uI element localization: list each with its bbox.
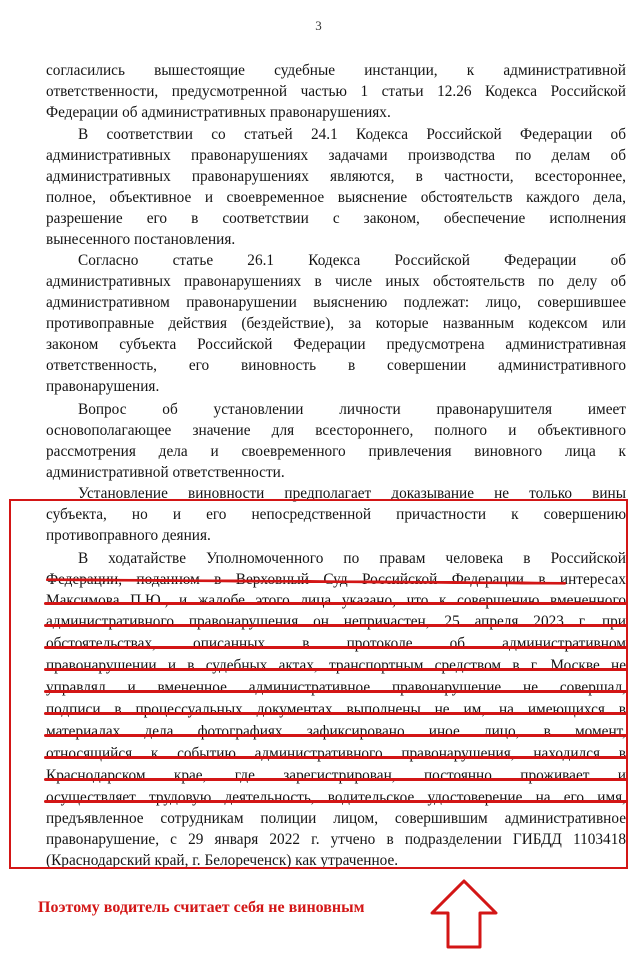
- text-line: административных правонарушениях задачами производства по делам об: [46, 147, 626, 164]
- text-line: Федерации, поданном в Верховный Суд Российской Федерации в интересах: [46, 571, 626, 588]
- red-underline: [44, 756, 628, 759]
- text-line: рассмотрения дела и своевременного привлечения виновного лица к: [46, 443, 626, 460]
- text-line: относящийся к событию административного правонарушения, находился в: [46, 745, 626, 762]
- text-line: согласились вышестоящие судебные инстанции, к административной: [46, 62, 626, 79]
- text-line: ответственности, предусмотренной частью 1 статьи 12.26 Кодекса Российской: [46, 83, 626, 100]
- text-line: управлял и вмененное административное правонарушение не совершал,: [46, 679, 626, 696]
- text-line: основополагающее значение для всестороннего, полного и объективного: [46, 422, 626, 439]
- page-number: 3: [315, 18, 322, 33]
- red-underline: [44, 646, 628, 649]
- text-line: осуществляет трудовую деятельность, водительское удостоверение на его имя,: [46, 789, 626, 806]
- text-line: Установление виновности предполагает доказывание не только вины: [78, 485, 626, 502]
- text-line: административного правонарушения он непричастен, 25 апреля 2023 г. при: [46, 613, 626, 630]
- text-line: вынесенного постановления.: [46, 231, 236, 248]
- text-line: правонарушения.: [46, 378, 160, 395]
- text-line: В соответствии со статьей 24.1 Кодекса Российской Федерации об: [78, 126, 626, 143]
- red-underline: [44, 690, 628, 693]
- highlight-box: [9, 499, 628, 869]
- text-line: обстоятельствах, описанных в протоколе об административном: [46, 635, 626, 652]
- text-line: предъявленное сотрудникам полиции лицом, совершившим административное: [46, 810, 626, 827]
- text-line: (Краснодарский край, г. Белореченск) как утраченное.: [46, 852, 399, 869]
- red-underline: [44, 668, 628, 671]
- text-line: правонарушение, с 29 января 2022 г. утчено в подразделении ГИБДД 1103418: [46, 831, 626, 848]
- text-line: административных правонарушениях в числе иных обстоятельств по делу об: [46, 273, 626, 290]
- red-underline: [44, 778, 628, 781]
- text-line: административном правонарушении выяснению подлежат: лицо, совершившее: [46, 294, 626, 311]
- text-line: Согласно статье 26.1 Кодекса Российской Федерации об: [78, 252, 626, 269]
- red-underline: [44, 602, 628, 605]
- text-line: правонарушении и в судебных актах, транспортным средством в г. Москве не: [46, 657, 626, 674]
- text-line: В ходатайстве Уполномоченного по правам человека в Российской: [78, 550, 626, 567]
- red-underline: [44, 734, 628, 737]
- text-line: субъекта, но и его непосредственной причастности к совершению: [46, 506, 626, 523]
- text-line: ответственность, его виновность в совершении административного: [46, 357, 626, 374]
- text-line: Краснодарском крае, где зарегистрирован, постоянно проживает и: [46, 767, 626, 784]
- red-underline: [44, 800, 628, 803]
- text-line: Максимова П.Ю., и жалобе этого лица указано, что к совершению вмененного: [46, 592, 626, 609]
- text-line: подписи в процессуальных документах выполнены не им, на имеющихся в: [46, 701, 626, 718]
- text-line: противоправного деяния.: [46, 527, 211, 544]
- red-underline: [44, 624, 628, 627]
- text-line: административной ответственности.: [46, 464, 285, 481]
- text-line: материалах дела фотографиях зафиксировано иное лицо, в момент,: [46, 723, 626, 740]
- up-arrow-icon: [428, 878, 500, 950]
- annotation-caption: Поэтому водитель считает себя не виновным: [38, 899, 365, 916]
- text-line: противоправные действия (бездействие), за которые названным кодексом или: [46, 315, 626, 332]
- text-line: Вопрос об установлении личности правонарушителя имеет: [78, 401, 626, 418]
- red-underline: [44, 712, 628, 715]
- text-line: разрешение его в соответствии с законом, обеспечение исполнения: [46, 210, 626, 227]
- text-line: законом субъекта Российской Федерации предусмотрена административная: [46, 336, 626, 353]
- text-line: полное, объективное и своевременное выяснение обстоятельств каждого дела,: [46, 189, 626, 206]
- text-line: административных правонарушениях являются, в частности, всестороннее,: [46, 168, 626, 185]
- text-line: Федерации об административных правонарушениях.: [46, 104, 391, 121]
